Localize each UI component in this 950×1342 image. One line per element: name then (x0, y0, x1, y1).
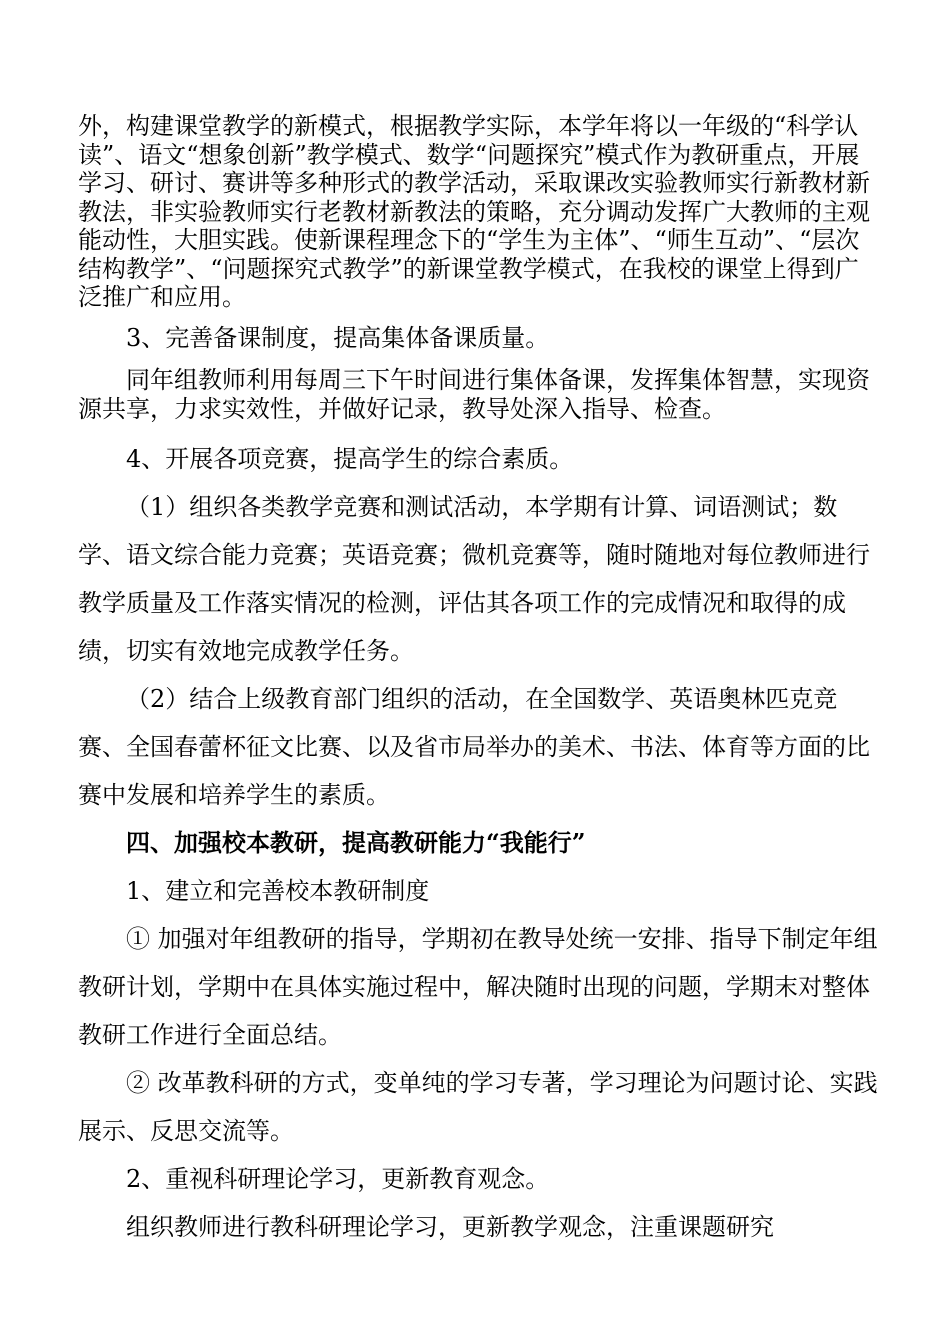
paragraph-theory-study: 组织教师进行教科研理论学习，更新教学观念，注重课题研究 (126, 1213, 774, 1241)
heading-theory-study: 2、重视科研理论学习，更新教育观念。 (126, 1165, 550, 1193)
paragraph-competitions-2: （2）结合上级教育部门组织的活动，在全国数学、英语奥林匹克竞赛、全国春蕾杯征文比赛、以及省市局举办的美术、书法、体育等方面的比赛中发展和培养学生的素质。 (78, 685, 870, 809)
paragraph-teaching-mode: 外，构建课堂教学的新模式，根据教学实际，本学年将以一年级的“科学认读”、语文“想象创新”教学模式、数学“问题探究”模式作为教研重点，开展学习、研讨、赛讲等多种形式的教学活动，采取课改实验教师实行新教材新教法，非实验教师实行老教材新教法的策略，充分调动发挥广大教师的主观能动性，大胆实践。使新课程理念下的“学生为主体”、“师生互动”、“层次结构教学”、“问题探究式教学”的新课堂教学模式，在我校的课堂上得到广泛推广和应用。 (78, 112, 870, 311)
paragraph-group-prep: 同年组教师利用每周三下午时间进行集体备课，发挥集体智慧，实现资源共享，力求实效性，并做好记录，教导处深入指导、检查。 (78, 366, 870, 423)
paragraph-research-reform: ② 改革教科研的方式，变单纯的学习专著，学习理论为问题讨论、实践展示、反思交流等。 (78, 1069, 878, 1145)
heading-competitions: 4、开展各项竞赛，提高学生的综合素质。 (126, 445, 574, 473)
heading-research-system: 1、建立和完善校本教研制度 (126, 877, 430, 905)
section-heading-school-research: 四、加强校本教研，提高教研能力“我能行” (126, 828, 586, 857)
heading-lesson-prep: 3、完善备课制度，提高集体备课质量。 (126, 323, 550, 352)
paragraph-research-guidance: ① 加强对年组教研的指导，学期初在教导处统一安排、指导下制定年组教研计划，学期中在具体实施过程中，解决随时出现的问题，学期末对整体教研工作进行全面总结。 (78, 925, 878, 1049)
document-page (78, 112, 878, 1251)
paragraph-competitions-1: （1）组织各类教学竞赛和测试活动，本学期有计算、词语测试；数学、语文综合能力竞赛；英语竞赛；微机竞赛等，随时随地对每位教师进行教学质量及工作落实情况的检测，评估其各项工作的完成情况和取得的成绩，切实有效地完成教学任务。 (78, 493, 870, 665)
